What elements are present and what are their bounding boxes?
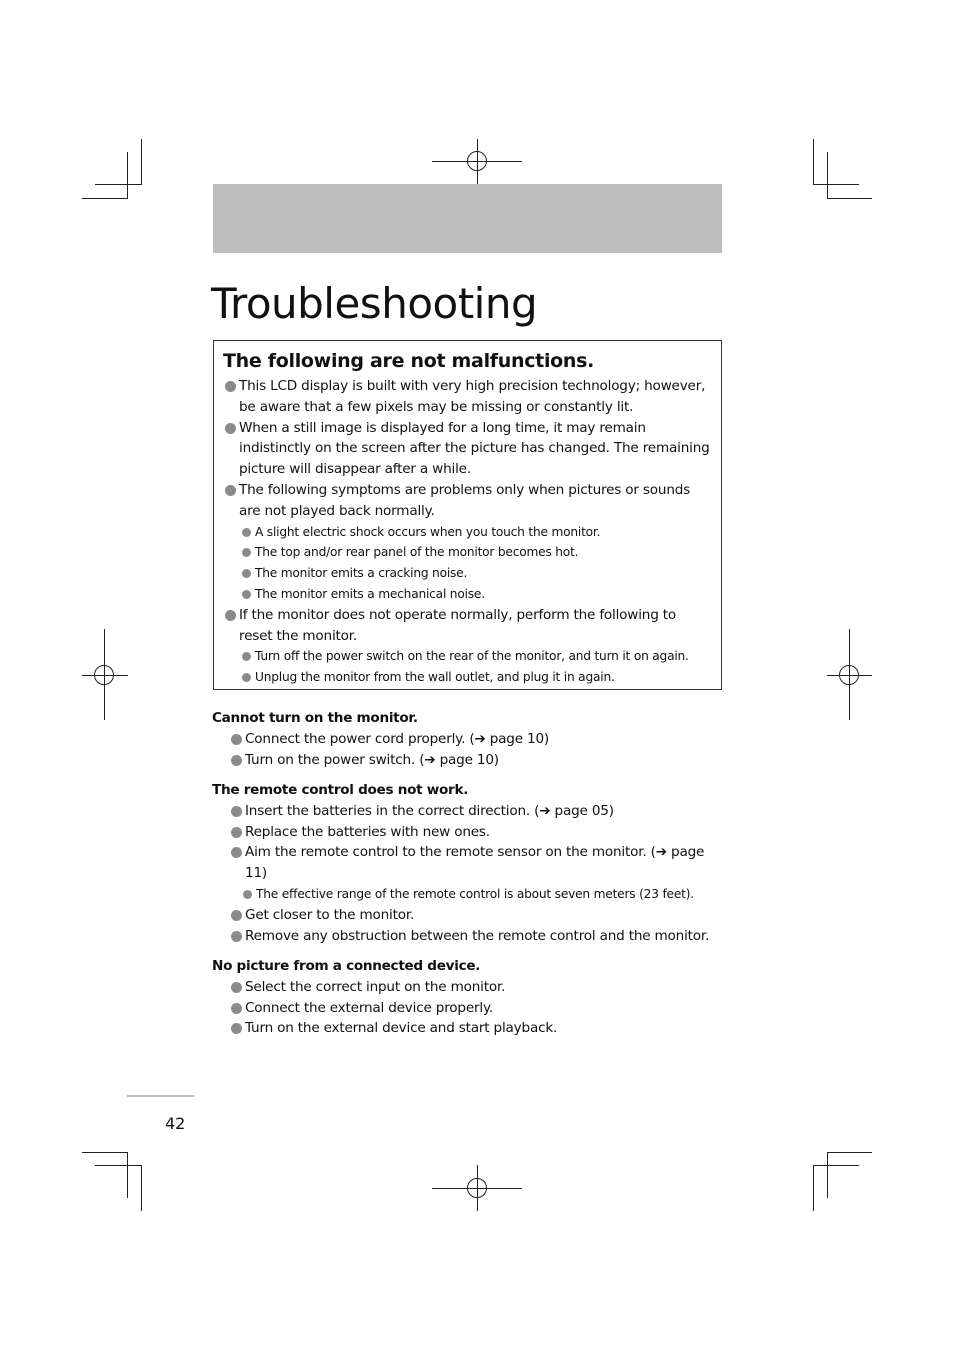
page-number-rule (127, 1095, 194, 1097)
notice-subitem (223, 563, 713, 584)
bullet-icon (242, 569, 251, 578)
list-item (212, 977, 732, 998)
notice-item-text: This LCD display is built with very high precision technology; however, be aware that a few pixels may be missing or constantly lit. (239, 378, 706, 415)
crop-mark (813, 139, 814, 185)
registration-circle (467, 1178, 487, 1198)
list-item-text: Replace the batteries with new ones. (245, 823, 490, 840)
section-heading: The remote control does not work. (212, 782, 469, 798)
crop-mark (141, 139, 142, 185)
section-cannot-turn-on (212, 708, 732, 770)
list-item (212, 905, 732, 926)
crop-mark (827, 1152, 872, 1153)
bullet-icon (231, 1023, 242, 1034)
crop-mark (127, 1152, 128, 1198)
notice-subitem-text: The monitor emits a cracking noise. (255, 566, 468, 581)
section-heading: Cannot turn on the monitor. (212, 710, 418, 726)
page-number: 42 (165, 1114, 186, 1133)
notice-item (223, 376, 713, 418)
list-item-text: Connect the external device properly. (245, 999, 494, 1016)
bullet-icon (231, 1003, 242, 1014)
bullet-icon (225, 610, 236, 621)
list-note-text: The effective range of the remote control is about seven meters (23 feet). (256, 886, 694, 901)
notice-subitem-text: The top and/or rear panel of the monitor becomes hot. (255, 545, 579, 560)
notice-item (223, 480, 713, 522)
list-item (212, 801, 732, 822)
registration-circle (94, 665, 114, 685)
bullet-icon (231, 827, 242, 838)
bullet-icon (225, 423, 236, 434)
notice-subitem-text: Unplug the monitor from the wall outlet, and plug it in again. (255, 670, 615, 685)
crop-mark (813, 184, 859, 185)
list-item-text: Remove any obstruction between the remote control and the monitor. (245, 927, 710, 944)
crop-mark (127, 152, 128, 198)
notice-item-text: When a still image is displayed for a long time, it may remain indistinctly on the screen after the picture has changed. The remaining picture will disappear after a while. (239, 419, 710, 478)
notice-subitem (223, 584, 713, 605)
section-heading: No picture from a connected device. (212, 958, 481, 974)
bullet-icon (242, 590, 251, 599)
crop-mark (827, 152, 828, 198)
notice-item-text: If the monitor does not operate normally, perform the following to reset the monitor. (239, 606, 676, 644)
bullet-icon (231, 755, 242, 766)
crop-mark (82, 1152, 128, 1153)
list-item-text: Get closer to the monitor. (245, 906, 415, 923)
list-item (212, 729, 732, 750)
notice-item (223, 605, 713, 647)
crop-mark (827, 1152, 828, 1198)
notice-subitem (223, 542, 713, 563)
list-item (212, 842, 715, 884)
bullet-icon (231, 982, 242, 993)
crop-mark (813, 1165, 859, 1166)
bullet-icon (242, 652, 251, 661)
bullet-icon (231, 910, 242, 921)
crop-mark (827, 198, 872, 199)
list-item (212, 1018, 732, 1039)
page-title: Troubleshooting (211, 279, 538, 328)
bullet-icon (242, 548, 251, 557)
notice-heading: The following are not malfunctions. (223, 350, 595, 372)
list-item (212, 822, 732, 843)
list-item (212, 998, 732, 1019)
bullet-icon (225, 485, 236, 496)
notice-subitem (223, 522, 713, 543)
crop-mark (95, 1165, 141, 1166)
notice-subitem-text: The monitor emits a mechanical noise. (255, 586, 485, 601)
notice-subitem (223, 667, 713, 688)
bullet-icon (242, 673, 251, 682)
section-remote-control (212, 780, 732, 946)
notice-item-text: The following symptoms are problems only when pictures or sounds are not played back normally. (239, 481, 691, 519)
crop-mark (813, 1165, 814, 1211)
list-item-text: Turn on the power switch. (➔ page 10) (245, 751, 499, 768)
notice-subitem-text: Turn off the power switch on the rear of the monitor, and turn it on again. (255, 649, 689, 664)
list-item (212, 750, 732, 771)
bullet-icon (242, 528, 251, 537)
bullet-icon (225, 381, 236, 392)
section-no-picture (212, 956, 732, 1039)
list-item-text: Turn on the external device and start playback. (245, 1020, 558, 1037)
registration-circle (839, 665, 859, 685)
list-item (212, 926, 732, 947)
list-item-text: Connect the power cord properly. (➔ page 10) (245, 730, 550, 747)
list-note (212, 884, 732, 905)
bullet-icon (231, 931, 242, 942)
bullet-icon (231, 847, 242, 858)
list-item-text: Aim the remote control to the remote sensor on the monitor. (➔ page 11) (245, 844, 705, 882)
list-item-text: Insert the batteries in the correct direction. (➔ page 05) (245, 802, 614, 819)
crop-mark (141, 1165, 142, 1211)
registration-circle (467, 151, 487, 171)
bullet-icon (243, 890, 252, 899)
notice-subitem (223, 646, 713, 667)
notice-item (223, 418, 713, 480)
crop-mark (95, 184, 141, 185)
notice-box (213, 340, 722, 690)
crop-mark (82, 198, 128, 199)
notice-subitem-text: A slight electric shock occurs when you touch the monitor. (255, 524, 601, 539)
bullet-icon (231, 734, 242, 745)
list-item-text: Select the correct input on the monitor. (245, 978, 506, 995)
header-band (213, 184, 722, 253)
bullet-icon (231, 806, 242, 817)
